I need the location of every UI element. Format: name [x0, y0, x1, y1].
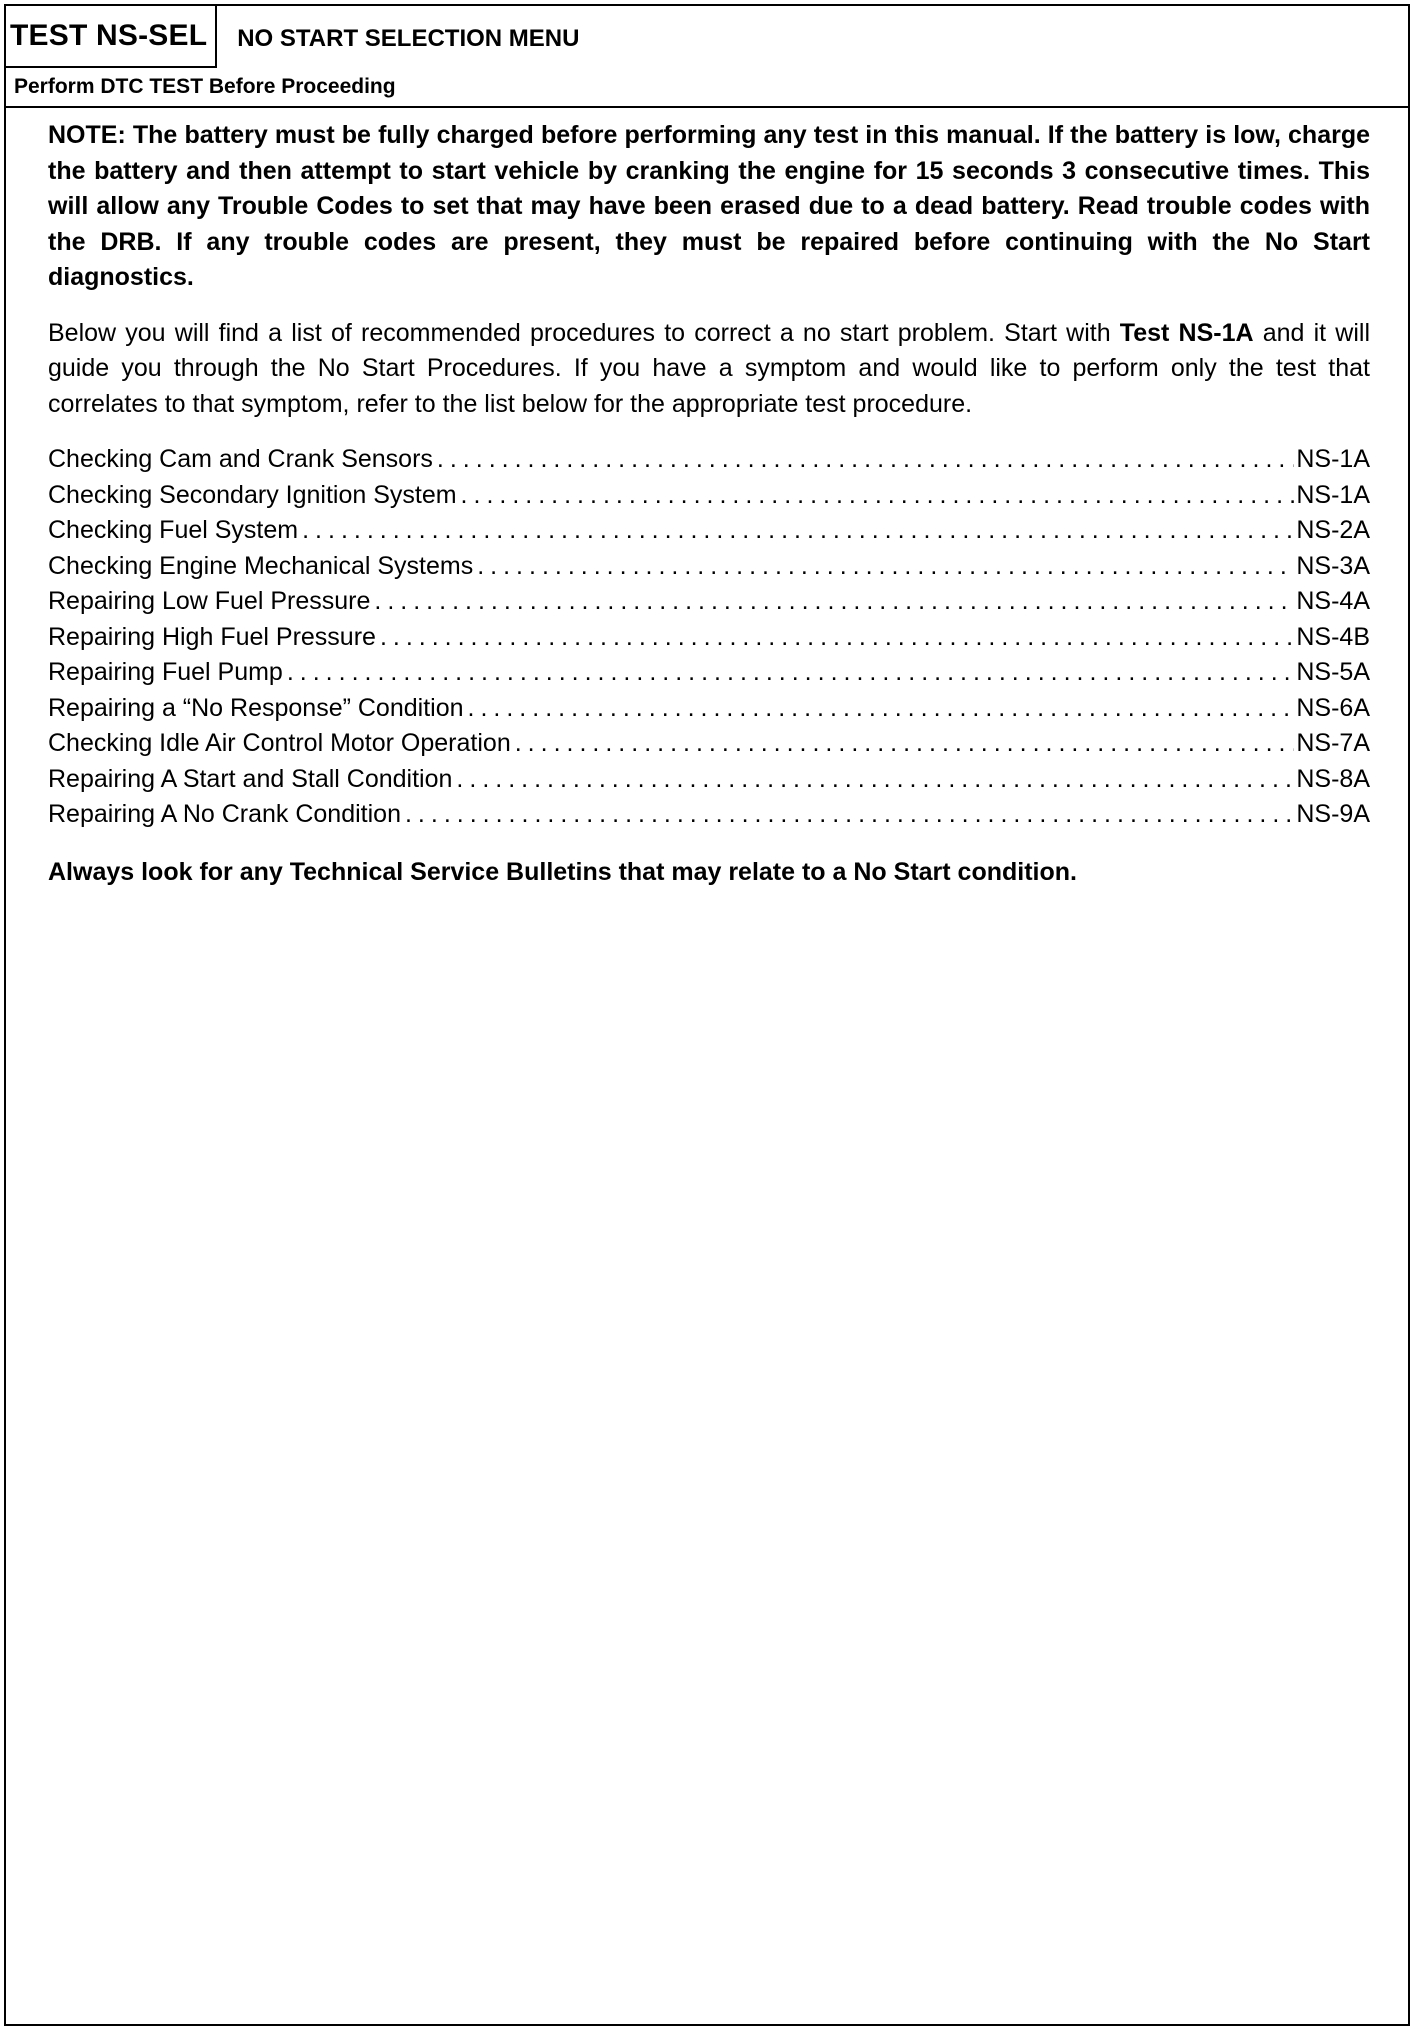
test-id-box: TEST NS-SEL: [6, 6, 217, 68]
list-item: [48, 549, 1370, 585]
procedure-label: Repairing Fuel Pump: [48, 658, 283, 686]
battery-note: NOTE: The battery must be fully charged before performing any test in this manual. If the battery is low, charge the battery and then attempt to start vehicle by cranking the engine for 15 seconds 3 consecutive times. This will allow any Trouble Codes to set that may have been erased due to a dead battery. Read trouble codes with the DRB. If any trouble codes are present, they must be repaired before continuing with the No Start diagnostics.: [48, 121, 1370, 291]
leader-dots: [380, 620, 1294, 656]
intro-paragraph: [48, 316, 1370, 423]
page-title: NO START SELECTION MENU: [237, 25, 580, 52]
page-frame: [4, 4, 1410, 2026]
procedure-label: Checking Engine Mechanical Systems: [48, 551, 474, 580]
procedure-label: Repairing a “No Response” Condition: [48, 693, 464, 722]
procedure-label: Repairing Low Fuel Pressure: [48, 587, 371, 615]
leader-dots: [405, 797, 1294, 833]
leader-dots: [374, 584, 1294, 620]
list-item: [48, 478, 1370, 514]
list-item: [48, 442, 1370, 478]
list-item: [48, 513, 1370, 549]
intro-text-1: Below you will find a list of recommended procedures to correct a no start problem. Start with: [48, 318, 1120, 347]
header: [6, 6, 1408, 68]
intro-text-2: and it will guide you through the No Start Procedures. If you have a symptom and would like to perform only the test that correlates to that symptom, refer to the list below for the appropriate test procedure.: [48, 318, 1370, 418]
list-item: [48, 797, 1370, 833]
procedure-list: [48, 442, 1370, 833]
leader-dots: [477, 549, 1294, 585]
procedure-ref: NS-5A: [1296, 658, 1370, 686]
procedure-ref: NS-8A: [1296, 764, 1370, 793]
procedure-label: Repairing High Fuel Pressure: [48, 622, 376, 651]
procedure-ref: NS-7A: [1296, 729, 1370, 757]
leader-dots: [437, 442, 1294, 478]
tsb-note: Always look for any Technical Service Bulletins that may relate to a No Start condition.: [48, 857, 1077, 886]
leader-dots: [461, 478, 1295, 514]
procedure-ref: NS-2A: [1296, 516, 1370, 544]
procedure-ref: NS-4B: [1296, 622, 1370, 651]
procedure-ref: NS-9A: [1296, 800, 1370, 828]
list-item: [48, 620, 1370, 656]
leader-dots: [287, 655, 1295, 691]
list-item: [48, 726, 1370, 762]
leader-dots: [468, 691, 1295, 727]
procedure-ref: NS-1A: [1296, 480, 1370, 509]
leader-dots: [515, 726, 1295, 762]
list-item: [48, 691, 1370, 727]
leader-dots: [302, 513, 1294, 549]
procedure-ref: NS-6A: [1296, 693, 1370, 722]
procedure-label: Checking Fuel System: [48, 516, 299, 544]
procedure-ref: NS-3A: [1296, 551, 1370, 580]
procedure-ref: NS-4A: [1296, 587, 1370, 615]
procedure-ref: NS-1A: [1296, 445, 1370, 473]
procedure-label: Checking Secondary Ignition System: [48, 480, 457, 509]
list-item: [48, 762, 1370, 798]
procedure-label: Repairing A Start and Stall Condition: [48, 764, 453, 793]
intro-test-link: Test NS-1A: [1119, 318, 1254, 347]
list-item: [48, 584, 1370, 620]
procedure-label: Checking Cam and Crank Sensors: [48, 445, 433, 473]
procedure-label: Repairing A No Crank Condition: [48, 800, 401, 828]
leader-dots: [456, 762, 1294, 798]
procedure-label: Checking Idle Air Control Motor Operation: [48, 729, 511, 757]
list-item: [48, 655, 1370, 691]
main-content: [48, 118, 1370, 890]
subheader: Perform DTC TEST Before Proceeding: [6, 68, 1408, 108]
